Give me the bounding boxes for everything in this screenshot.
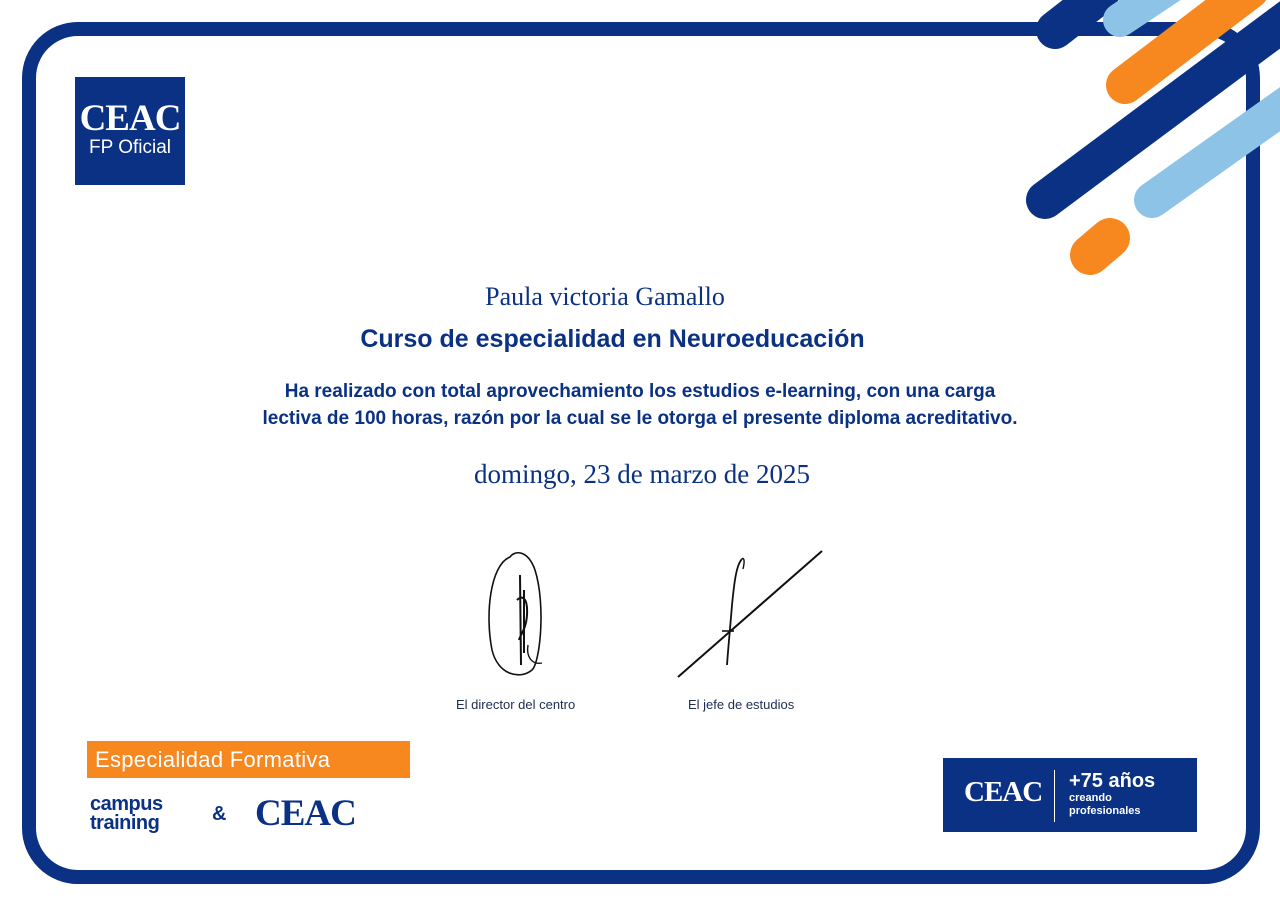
description-line-2: lectiva de 100 horas, razón por la cual se le otorga el presente diploma acreditativo.	[262, 408, 1018, 429]
stripe-orange-dot	[1090, 238, 1110, 255]
logo-fp-text: FP Oficial	[88, 137, 171, 158]
jefe-label: El jefe de estudios	[688, 697, 795, 712]
certificate-date: domingo, 23 de marzo de 2025	[474, 459, 810, 489]
director-label: El director del centro	[456, 697, 576, 712]
badge-years: +75 años	[1069, 770, 1156, 792]
description-line-1: Ha realizado con total aprovechamiento los estudios e-learning, con una carga	[284, 381, 996, 402]
badge-ceac-text: CEAC	[964, 776, 1043, 808]
badge-subtitle	[1069, 792, 1141, 818]
ceac-footer-logo: CEAC	[255, 793, 356, 834]
badge-sub-2: profesionales	[1069, 805, 1141, 817]
stripe-lightblue-top	[1120, 0, 1180, 20]
campus-training-logo	[90, 795, 163, 833]
jefe-signature	[670, 545, 830, 685]
course-title: Curso de especialidad en Neuroeducación	[360, 325, 865, 353]
campus-text: campus	[90, 793, 163, 815]
badge-sub-1: creando	[1069, 792, 1112, 804]
especialidad-tag: Especialidad Formativa	[87, 741, 410, 778]
training-text: training	[90, 812, 160, 834]
ampersand: &	[212, 803, 227, 825]
director-signature	[480, 545, 560, 685]
ceac-75-badge	[943, 758, 1197, 832]
stripe-navy-top	[1055, 0, 1100, 30]
certificate-description	[200, 378, 1080, 432]
badge-divider	[1054, 770, 1055, 822]
ceac-fp-logo	[75, 77, 185, 185]
logo-ceac-text: CEAC	[79, 98, 181, 139]
recipient-name: Paula victoria Gamallo	[485, 282, 725, 311]
